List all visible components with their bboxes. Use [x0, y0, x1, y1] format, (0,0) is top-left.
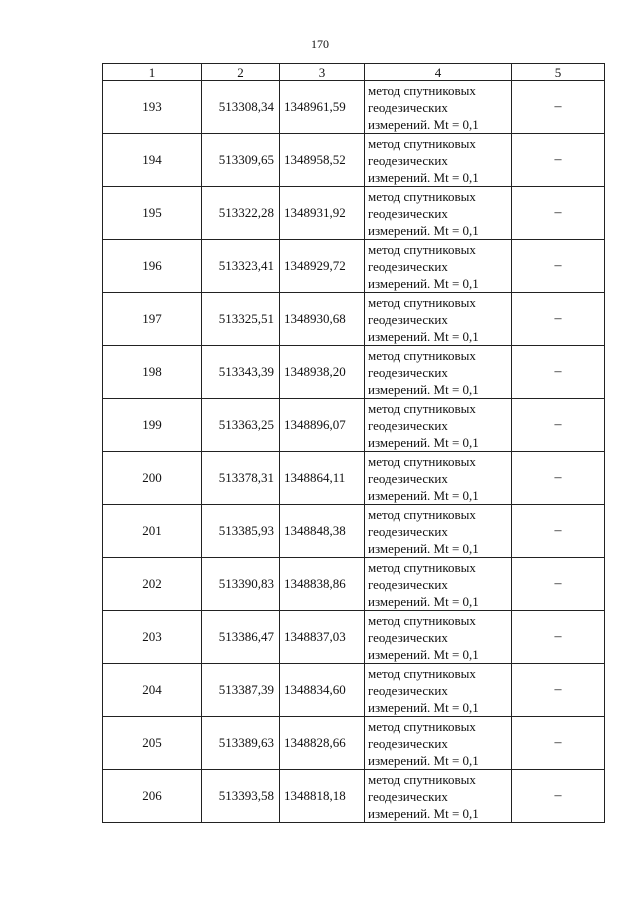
y-coordinate-cell: 1348930,68 [280, 293, 365, 346]
y-coordinate-cell: 1348938,20 [280, 346, 365, 399]
x-coordinate-cell: 513378,31 [202, 452, 280, 505]
x-coordinate-cell: 513386,47 [202, 611, 280, 664]
point-number-cell: 193 [103, 81, 202, 134]
point-number-cell: 195 [103, 187, 202, 240]
method-line: геодезических [368, 576, 448, 592]
table-row [103, 452, 605, 505]
method-line: метод спутниковых [368, 453, 476, 469]
method-line: метод спутниковых [368, 718, 476, 734]
method-line: геодезических [368, 470, 448, 486]
page-number: 170 [311, 37, 329, 51]
method-line: измерений. Mt = 0,1 [368, 487, 479, 503]
method-line: геодезических [368, 152, 448, 168]
method-line: метод спутниковых [368, 559, 476, 575]
method-line: геодезических [368, 99, 448, 115]
method-cell [365, 240, 512, 293]
column-header: 1 [103, 64, 202, 81]
method-cell [365, 717, 512, 770]
column-header: 3 [280, 64, 365, 81]
method-line: геодезических [368, 788, 448, 804]
x-coordinate-cell: 513389,63 [202, 717, 280, 770]
point-number-cell: 199 [103, 399, 202, 452]
x-coordinate-cell: 513363,25 [202, 399, 280, 452]
table-row [103, 240, 605, 293]
method-line: измерений. Mt = 0,1 [368, 222, 479, 238]
method-line: измерений. Mt = 0,1 [368, 805, 479, 821]
method-line: геодезических [368, 682, 448, 698]
y-coordinate-cell: 1348929,72 [280, 240, 365, 293]
point-number-cell: 198 [103, 346, 202, 399]
method-cell [365, 187, 512, 240]
method-line: измерений. Mt = 0,1 [368, 381, 479, 397]
method-line: геодезических [368, 417, 448, 433]
method-line: геодезических [368, 364, 448, 380]
method-line: геодезических [368, 629, 448, 645]
y-coordinate-cell: 1348864,11 [280, 452, 365, 505]
method-line: измерений. Mt = 0,1 [368, 275, 479, 291]
y-coordinate-cell: 1348848,38 [280, 505, 365, 558]
note-cell: – [512, 664, 605, 717]
y-coordinate-cell: 1348896,07 [280, 399, 365, 452]
point-number-cell: 204 [103, 664, 202, 717]
table-row [103, 81, 605, 134]
method-line: геодезических [368, 311, 448, 327]
column-header: 5 [512, 64, 605, 81]
method-cell [365, 452, 512, 505]
method-line: метод спутниковых [368, 188, 476, 204]
point-number-cell: 200 [103, 452, 202, 505]
method-line: измерений. Mt = 0,1 [368, 328, 479, 344]
column-header: 2 [202, 64, 280, 81]
method-cell [365, 346, 512, 399]
method-line: геодезических [368, 735, 448, 751]
method-line: метод спутниковых [368, 771, 476, 787]
method-line: измерений. Mt = 0,1 [368, 646, 479, 662]
table-row [103, 717, 605, 770]
method-line: метод спутниковых [368, 135, 476, 151]
x-coordinate-cell: 513309,65 [202, 134, 280, 187]
y-coordinate-cell: 1348958,52 [280, 134, 365, 187]
table-row [103, 293, 605, 346]
method-line: измерений. Mt = 0,1 [368, 540, 479, 556]
table-row [103, 505, 605, 558]
table-row [103, 134, 605, 187]
method-cell [365, 293, 512, 346]
table-row [103, 558, 605, 611]
method-cell [365, 134, 512, 187]
method-line: метод спутниковых [368, 400, 476, 416]
y-coordinate-cell: 1348931,92 [280, 187, 365, 240]
y-coordinate-cell: 1348818,18 [280, 770, 365, 823]
x-coordinate-cell: 513323,41 [202, 240, 280, 293]
method-cell [365, 81, 512, 134]
method-cell [365, 664, 512, 717]
point-number-cell: 206 [103, 770, 202, 823]
note-cell: – [512, 611, 605, 664]
table-body [103, 81, 605, 823]
point-number-cell: 194 [103, 134, 202, 187]
point-number-cell: 196 [103, 240, 202, 293]
x-coordinate-cell: 513343,39 [202, 346, 280, 399]
method-cell [365, 770, 512, 823]
method-line: измерений. Mt = 0,1 [368, 752, 479, 768]
table-row [103, 770, 605, 823]
method-line: измерений. Mt = 0,1 [368, 169, 479, 185]
note-cell: – [512, 558, 605, 611]
method-line: измерений. Mt = 0,1 [368, 593, 479, 609]
note-cell: – [512, 452, 605, 505]
note-cell: – [512, 81, 605, 134]
x-coordinate-cell: 513393,58 [202, 770, 280, 823]
method-line: геодезических [368, 523, 448, 539]
note-cell: – [512, 505, 605, 558]
method-line: метод спутниковых [368, 665, 476, 681]
x-coordinate-cell: 513390,83 [202, 558, 280, 611]
note-cell: – [512, 293, 605, 346]
note-cell: – [512, 770, 605, 823]
coordinates-table [102, 63, 605, 823]
x-coordinate-cell: 513325,51 [202, 293, 280, 346]
y-coordinate-cell: 1348838,86 [280, 558, 365, 611]
point-number-cell: 202 [103, 558, 202, 611]
method-cell [365, 611, 512, 664]
method-line: метод спутниковых [368, 506, 476, 522]
method-line: метод спутниковых [368, 294, 476, 310]
note-cell: – [512, 187, 605, 240]
table-row [103, 611, 605, 664]
y-coordinate-cell: 1348828,66 [280, 717, 365, 770]
table-row [103, 346, 605, 399]
table-header-row [103, 64, 605, 81]
x-coordinate-cell: 513387,39 [202, 664, 280, 717]
point-number-cell: 203 [103, 611, 202, 664]
table-row [103, 399, 605, 452]
method-line: измерений. Mt = 0,1 [368, 699, 479, 715]
note-cell: – [512, 134, 605, 187]
table-row [103, 187, 605, 240]
method-cell [365, 558, 512, 611]
point-number-cell: 201 [103, 505, 202, 558]
y-coordinate-cell: 1348834,60 [280, 664, 365, 717]
note-cell: – [512, 717, 605, 770]
method-line: метод спутниковых [368, 347, 476, 363]
x-coordinate-cell: 513322,28 [202, 187, 280, 240]
note-cell: – [512, 346, 605, 399]
y-coordinate-cell: 1348837,03 [280, 611, 365, 664]
method-cell [365, 399, 512, 452]
method-line: геодезических [368, 205, 448, 221]
note-cell: – [512, 399, 605, 452]
method-line: измерений. Mt = 0,1 [368, 116, 479, 132]
method-line: геодезических [368, 258, 448, 274]
method-cell [365, 505, 512, 558]
method-line: метод спутниковых [368, 612, 476, 628]
point-number-cell: 205 [103, 717, 202, 770]
method-line: метод спутниковых [368, 82, 476, 98]
point-number-cell: 197 [103, 293, 202, 346]
method-line: метод спутниковых [368, 241, 476, 257]
column-header: 4 [365, 64, 512, 81]
x-coordinate-cell: 513385,93 [202, 505, 280, 558]
method-line: измерений. Mt = 0,1 [368, 434, 479, 450]
y-coordinate-cell: 1348961,59 [280, 81, 365, 134]
table-row [103, 664, 605, 717]
note-cell: – [512, 240, 605, 293]
x-coordinate-cell: 513308,34 [202, 81, 280, 134]
